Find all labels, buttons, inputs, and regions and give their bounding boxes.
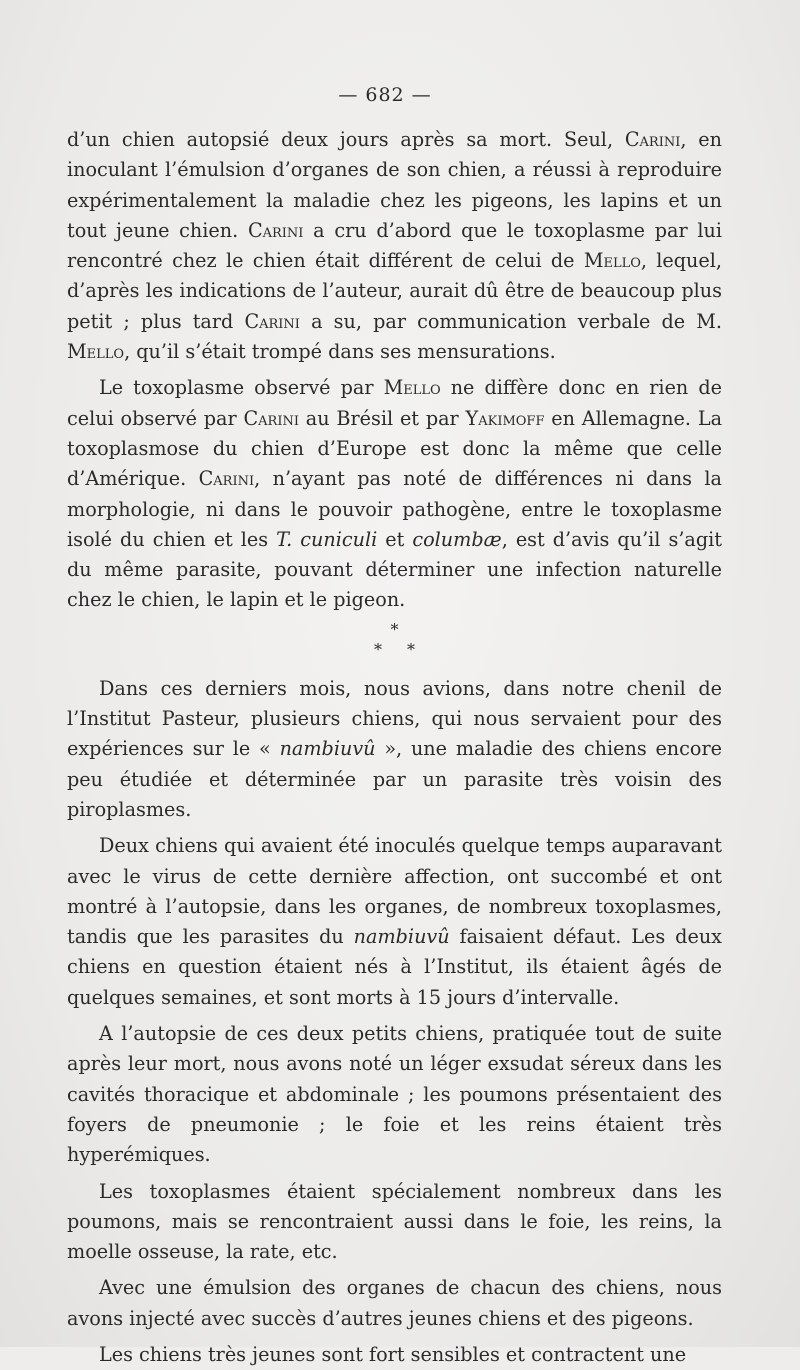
paragraph-1	[67, 125, 722, 367]
author-name: Carini	[243, 406, 299, 430]
italic-term: nambiuvû	[279, 737, 376, 761]
page-number: — 682 —	[338, 84, 432, 106]
author-name: Carini	[624, 128, 681, 151]
paragraph-6	[67, 1177, 722, 1268]
text-run: Le toxoplasme observé par	[99, 376, 384, 400]
text-run: , qu’il s’était trompé dans ses mensurations.	[124, 340, 556, 364]
text-run: d’un chien autopsié deux jours après sa mort. Seul,	[67, 128, 625, 151]
author-name: Yakimoff	[465, 406, 545, 430]
text-run: », une maladie des chiens encore peu étudiée et déterminée par un parasite très voisin des piroplasmes.	[67, 737, 722, 821]
section-separator	[67, 620, 722, 660]
author-name: Carini	[198, 467, 255, 491]
paragraph-4	[67, 831, 722, 1013]
text-run: , en inoculant l’émulsion d’organes de son chien, a réussi à reproduire expérimentalement la maladie chez les pigeons, les lapins et un tout jeune chien.	[67, 128, 722, 242]
text-run: en Allemagne. La toxoplasmose du chien d’Europe est donc la même que celle d’Amérique.	[67, 406, 723, 491]
author-name: Mello	[67, 340, 125, 364]
text-run: , lequel, d’après les indications de l’auteur, aurait dû être de beaucoup plus petit ; plus tard	[67, 249, 723, 333]
text-run: Dans ces derniers mois, nous avions, dans notre chenil de l’Institut Pasteur, plusieurs chiens, qui nous servaient pour des expériences sur le «	[67, 676, 722, 761]
text-run: a cru d’abord que le toxoplasme par lui rencontré chez le chien était différent de celui de	[67, 218, 722, 273]
paragraph-3	[67, 674, 722, 825]
italic-term: T. cuniculi	[276, 527, 378, 551]
text-run: Avec une émulsion des organes de chacun des chiens, nous avons injecté avec succès d’autres jeunes chiens et des pigeons.	[67, 1276, 722, 1330]
text-run: A l’autopsie de ces deux petits chiens, pratiquée tout de suite après leur mort, nous avons noté un léger exsudat séreux dans les cavités thoracique et abdominale ; les poumons présentaient des foyers de pneumonie ; le foie et les reins étaient très hyperémiques.	[67, 1022, 722, 1167]
paragraph-5	[67, 1019, 722, 1170]
separator-star-top: *	[390, 619, 399, 639]
italic-term: nambiuvû	[353, 925, 450, 949]
paragraph-8	[67, 1340, 722, 1370]
author-name: Mello	[583, 249, 641, 273]
author-name: Carini	[247, 218, 304, 242]
paragraph-2	[67, 373, 722, 615]
separator-stars-bottom: * *	[373, 639, 416, 659]
paragraph-7	[67, 1273, 722, 1334]
body-text	[67, 125, 722, 1370]
author-name: Mello	[383, 376, 441, 400]
text-run: , est d’avis qu’il s’agit du même parasite, pouvant déterminer une infection naturelle chez le chien, le lapin et le pigeon.	[67, 527, 722, 612]
text-run: Les toxoplasmes étaient spécialement nombreux dans les poumons, mais se rencontraient aussi dans le foie, les reins, la moelle osseuse, la rate, etc.	[67, 1179, 722, 1264]
text-run: Deux chiens qui avaient été inoculés quelque temps auparavant avec le virus de cette dernière affection, ont succombé et ont montré à l’autopsie, dans les organes, de nombreux toxoplasmes, tandis que les parasites du	[67, 834, 722, 949]
text-run: faisaient défaut. Les deux chiens en question étaient nés à l’Institut, ils étaient âgés de quelques semaines, et sont morts à 15 jours d’intervalle.	[67, 925, 722, 1009]
text-run: a su, par communication verbale de M.	[299, 309, 722, 333]
text-run: et	[377, 527, 413, 551]
text-run: Les chiens très jeunes sont fort sensibles et contractent une	[99, 1342, 687, 1366]
italic-term: columbæ	[412, 527, 502, 551]
text-run: ne diffère donc en rien de celui observé par	[67, 376, 722, 430]
author-name: Carini	[244, 309, 300, 333]
text-run: au Brésil et par	[298, 406, 466, 430]
text-run: , n’ayant pas noté de différences ni dans la morphologie, ni dans le pouvoir pathogène, entre le toxoplasme isolé du chien et les	[67, 467, 722, 551]
